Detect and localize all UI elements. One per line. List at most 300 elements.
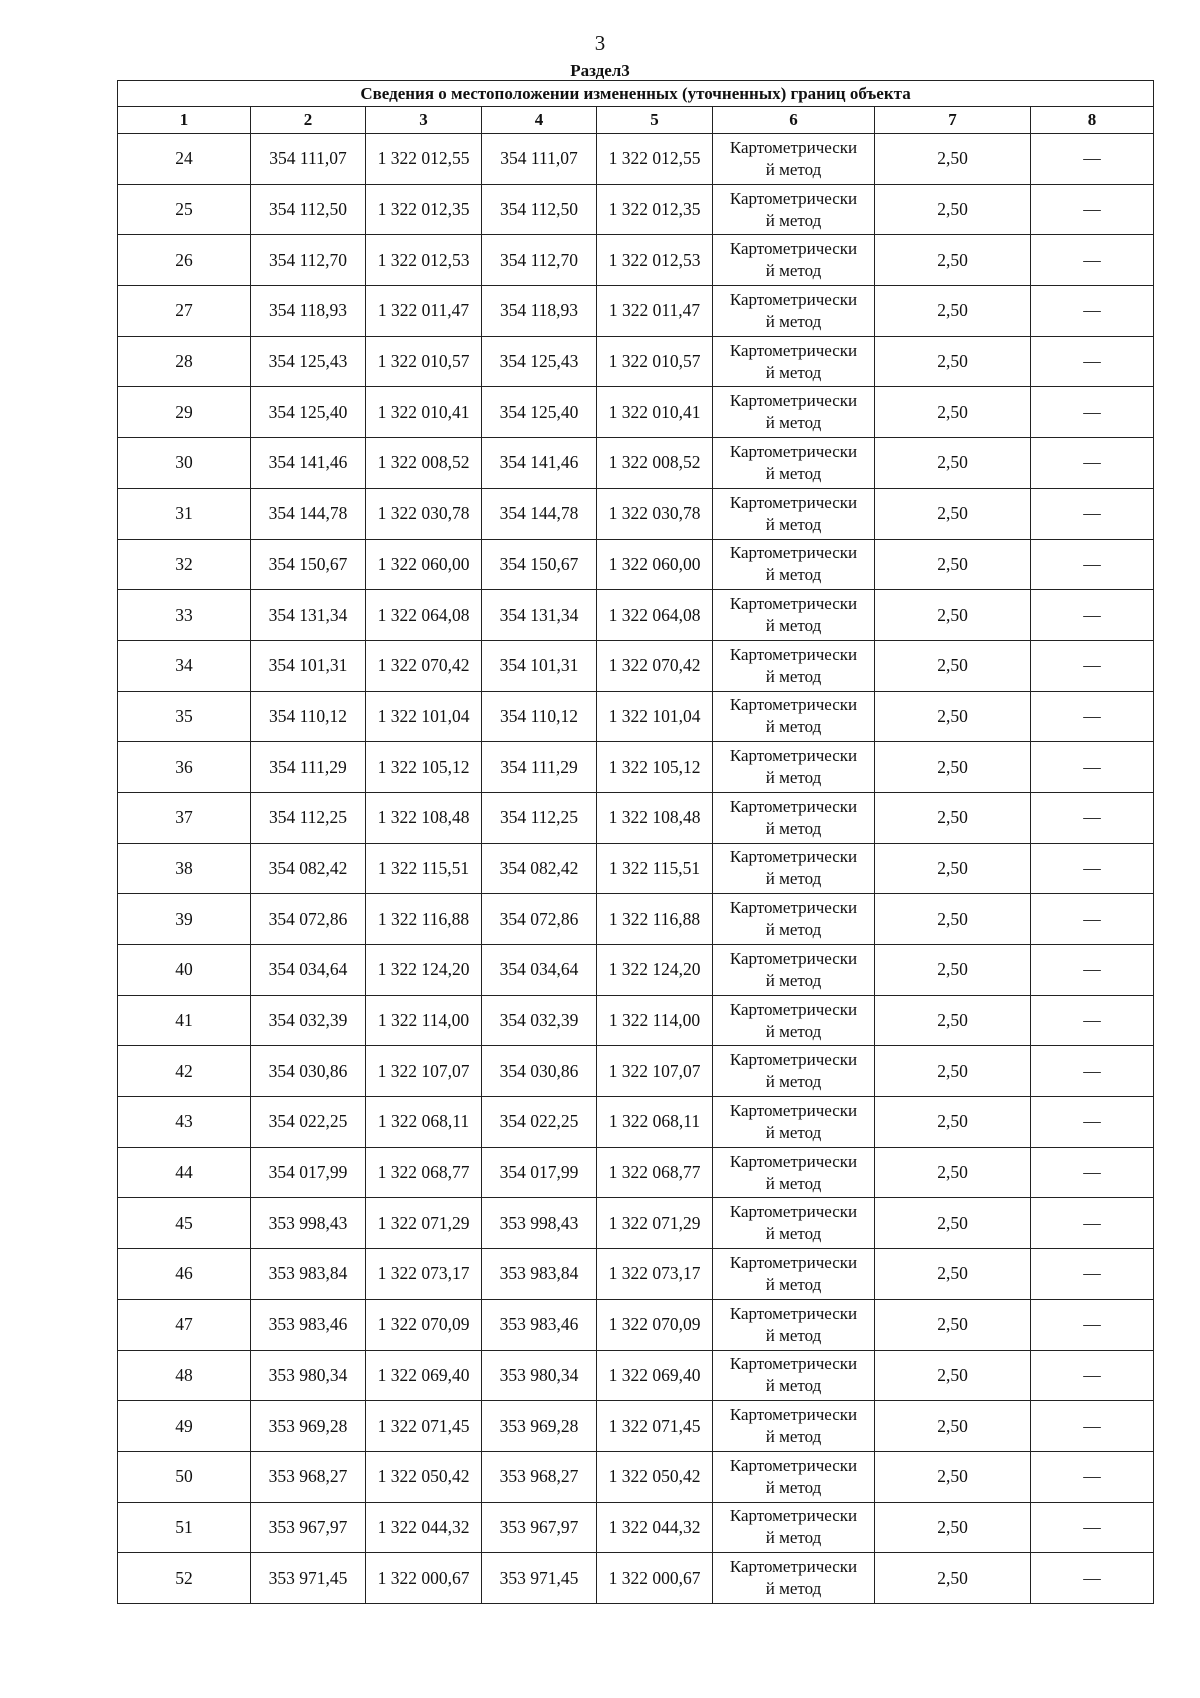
existing-y-cell: 1 322 012,53 bbox=[366, 235, 482, 286]
description-cell: — bbox=[1031, 742, 1154, 793]
table-row bbox=[118, 640, 1154, 691]
new-y-cell: 1 322 060,00 bbox=[597, 539, 713, 590]
existing-x-cell: 354 144,78 bbox=[251, 488, 366, 539]
accuracy-cell: 2,50 bbox=[875, 843, 1031, 894]
accuracy-cell: 2,50 bbox=[875, 1502, 1031, 1553]
method-line-2: й метод bbox=[765, 970, 822, 990]
method-line-1: Картометрически bbox=[729, 1050, 858, 1070]
method-line-2: й метод bbox=[765, 159, 822, 179]
existing-y-cell: 1 322 050,42 bbox=[366, 1451, 482, 1502]
accuracy-cell: 2,50 bbox=[875, 134, 1031, 185]
existing-x-cell: 354 022,25 bbox=[251, 1097, 366, 1148]
existing-y-cell: 1 322 010,41 bbox=[366, 387, 482, 438]
method-cell bbox=[713, 590, 875, 641]
point-number-cell: 43 bbox=[118, 1097, 251, 1148]
method-line-1: Картометрически bbox=[729, 999, 858, 1019]
existing-y-cell: 1 322 030,78 bbox=[366, 488, 482, 539]
new-x-cell: 353 969,28 bbox=[482, 1401, 597, 1452]
existing-x-cell: 354 141,46 bbox=[251, 438, 366, 489]
column-header: 5 bbox=[597, 107, 713, 134]
existing-x-cell: 354 111,29 bbox=[251, 742, 366, 793]
point-number-cell: 27 bbox=[118, 286, 251, 337]
method-cell bbox=[713, 691, 875, 742]
new-y-cell: 1 322 071,29 bbox=[597, 1198, 713, 1249]
method-line-2: й метод bbox=[765, 1427, 822, 1447]
method-cell bbox=[713, 438, 875, 489]
point-number-cell: 25 bbox=[118, 184, 251, 235]
new-x-cell: 354 141,46 bbox=[482, 438, 597, 489]
method-line-1: Картометрически bbox=[729, 1455, 858, 1475]
method-cell bbox=[713, 894, 875, 945]
table-row bbox=[118, 742, 1154, 793]
method-line-2: й метод bbox=[765, 1376, 822, 1396]
description-cell: — bbox=[1031, 1451, 1154, 1502]
table-row bbox=[118, 1147, 1154, 1198]
method-line-1: Картометрически bbox=[729, 1405, 858, 1425]
existing-y-cell: 1 322 012,35 bbox=[366, 184, 482, 235]
point-number-cell: 38 bbox=[118, 843, 251, 894]
method-line-1: Картометрически bbox=[729, 898, 858, 918]
new-y-cell: 1 322 064,08 bbox=[597, 590, 713, 641]
accuracy-cell: 2,50 bbox=[875, 742, 1031, 793]
point-number-cell: 34 bbox=[118, 640, 251, 691]
point-number-cell: 35 bbox=[118, 691, 251, 742]
new-x-cell: 354 125,40 bbox=[482, 387, 597, 438]
table-row bbox=[118, 336, 1154, 387]
new-x-cell: 353 967,97 bbox=[482, 1502, 597, 1553]
point-number-cell: 41 bbox=[118, 995, 251, 1046]
point-number-cell: 24 bbox=[118, 134, 251, 185]
existing-y-cell: 1 322 073,17 bbox=[366, 1249, 482, 1300]
new-x-cell: 354 150,67 bbox=[482, 539, 597, 590]
point-number-cell: 42 bbox=[118, 1046, 251, 1097]
existing-x-cell: 354 030,86 bbox=[251, 1046, 366, 1097]
method-line-1: Картометрически bbox=[729, 239, 858, 259]
existing-x-cell: 353 983,46 bbox=[251, 1299, 366, 1350]
point-number-cell: 28 bbox=[118, 336, 251, 387]
existing-y-cell: 1 322 011,47 bbox=[366, 286, 482, 337]
point-number-cell: 45 bbox=[118, 1198, 251, 1249]
new-y-cell: 1 322 105,12 bbox=[597, 742, 713, 793]
description-cell: — bbox=[1031, 995, 1154, 1046]
point-number-cell: 29 bbox=[118, 387, 251, 438]
new-y-cell: 1 322 069,40 bbox=[597, 1350, 713, 1401]
method-cell bbox=[713, 286, 875, 337]
point-number-cell: 49 bbox=[118, 1401, 251, 1452]
accuracy-cell: 2,50 bbox=[875, 1299, 1031, 1350]
new-y-cell: 1 322 010,41 bbox=[597, 387, 713, 438]
new-x-cell: 354 030,86 bbox=[482, 1046, 597, 1097]
method-line-1: Картометрически bbox=[729, 695, 858, 715]
existing-x-cell: 354 150,67 bbox=[251, 539, 366, 590]
existing-x-cell: 354 032,39 bbox=[251, 995, 366, 1046]
existing-x-cell: 354 112,70 bbox=[251, 235, 366, 286]
method-line-2: й метод bbox=[765, 362, 822, 382]
existing-x-cell: 354 125,43 bbox=[251, 336, 366, 387]
method-line-2: й метод bbox=[765, 1072, 822, 1092]
new-y-cell: 1 322 068,77 bbox=[597, 1147, 713, 1198]
accuracy-cell: 2,50 bbox=[875, 336, 1031, 387]
new-y-cell: 1 322 114,00 bbox=[597, 995, 713, 1046]
table-row bbox=[118, 894, 1154, 945]
table-row bbox=[118, 286, 1154, 337]
method-line-1: Картометрически bbox=[729, 543, 858, 563]
accuracy-cell: 2,50 bbox=[875, 894, 1031, 945]
accuracy-cell: 2,50 bbox=[875, 1249, 1031, 1300]
accuracy-cell: 2,50 bbox=[875, 438, 1031, 489]
method-line-2: й метод bbox=[765, 210, 822, 230]
existing-y-cell: 1 322 105,12 bbox=[366, 742, 482, 793]
new-y-cell: 1 322 010,57 bbox=[597, 336, 713, 387]
new-y-cell: 1 322 011,47 bbox=[597, 286, 713, 337]
accuracy-cell: 2,50 bbox=[875, 1451, 1031, 1502]
method-line-1: Картометрически bbox=[729, 340, 858, 360]
point-number-cell: 48 bbox=[118, 1350, 251, 1401]
column-header-row bbox=[118, 107, 1154, 134]
description-cell: — bbox=[1031, 134, 1154, 185]
description-cell: — bbox=[1031, 235, 1154, 286]
new-x-cell: 354 144,78 bbox=[482, 488, 597, 539]
existing-y-cell: 1 322 010,57 bbox=[366, 336, 482, 387]
new-x-cell: 354 110,12 bbox=[482, 691, 597, 742]
new-x-cell: 354 112,50 bbox=[482, 184, 597, 235]
table-row bbox=[118, 1198, 1154, 1249]
new-x-cell: 354 111,07 bbox=[482, 134, 597, 185]
table-row bbox=[118, 691, 1154, 742]
description-cell: — bbox=[1031, 1401, 1154, 1452]
new-x-cell: 354 112,25 bbox=[482, 792, 597, 843]
new-x-cell: 354 082,42 bbox=[482, 843, 597, 894]
accuracy-cell: 2,50 bbox=[875, 1147, 1031, 1198]
accuracy-cell: 2,50 bbox=[875, 640, 1031, 691]
new-y-cell: 1 322 012,53 bbox=[597, 235, 713, 286]
table-row bbox=[118, 995, 1154, 1046]
method-line-1: Картометрически bbox=[729, 644, 858, 664]
point-number-cell: 46 bbox=[118, 1249, 251, 1300]
table-caption: Сведения о местоположении измененных (уточненных) границ объекта bbox=[118, 81, 1154, 107]
existing-y-cell: 1 322 115,51 bbox=[366, 843, 482, 894]
existing-y-cell: 1 322 068,11 bbox=[366, 1097, 482, 1148]
existing-y-cell: 1 322 071,29 bbox=[366, 1198, 482, 1249]
table-row bbox=[118, 1502, 1154, 1553]
method-cell bbox=[713, 640, 875, 691]
existing-x-cell: 354 082,42 bbox=[251, 843, 366, 894]
point-number-cell: 40 bbox=[118, 945, 251, 996]
description-cell: — bbox=[1031, 336, 1154, 387]
method-cell bbox=[713, 792, 875, 843]
method-line-2: й метод bbox=[765, 1325, 822, 1345]
new-x-cell: 353 968,27 bbox=[482, 1451, 597, 1502]
description-cell: — bbox=[1031, 691, 1154, 742]
method-line-1: Картометрически bbox=[729, 1151, 858, 1171]
column-header: 7 bbox=[875, 107, 1031, 134]
method-line-1: Картометрически bbox=[729, 847, 858, 867]
new-y-cell: 1 322 124,20 bbox=[597, 945, 713, 996]
method-line-1: Картометрически bbox=[729, 594, 858, 614]
existing-x-cell: 353 967,97 bbox=[251, 1502, 366, 1553]
table-row bbox=[118, 235, 1154, 286]
accuracy-cell: 2,50 bbox=[875, 792, 1031, 843]
method-line-2: й метод bbox=[765, 1274, 822, 1294]
table-row bbox=[118, 488, 1154, 539]
table-row bbox=[118, 1350, 1154, 1401]
accuracy-cell: 2,50 bbox=[875, 1097, 1031, 1148]
existing-y-cell: 1 322 116,88 bbox=[366, 894, 482, 945]
accuracy-cell: 2,50 bbox=[875, 184, 1031, 235]
table-row bbox=[118, 1046, 1154, 1097]
new-y-cell: 1 322 108,48 bbox=[597, 792, 713, 843]
description-cell: — bbox=[1031, 387, 1154, 438]
method-cell bbox=[713, 1046, 875, 1097]
existing-y-cell: 1 322 008,52 bbox=[366, 438, 482, 489]
table-row bbox=[118, 1451, 1154, 1502]
point-number-cell: 47 bbox=[118, 1299, 251, 1350]
existing-x-cell: 353 983,84 bbox=[251, 1249, 366, 1300]
new-y-cell: 1 322 068,11 bbox=[597, 1097, 713, 1148]
method-line-2: й метод bbox=[765, 717, 822, 737]
existing-y-cell: 1 322 000,67 bbox=[366, 1553, 482, 1604]
existing-y-cell: 1 322 070,42 bbox=[366, 640, 482, 691]
table-row bbox=[118, 1097, 1154, 1148]
new-y-cell: 1 322 050,42 bbox=[597, 1451, 713, 1502]
new-x-cell: 354 034,64 bbox=[482, 945, 597, 996]
new-x-cell: 354 072,86 bbox=[482, 894, 597, 945]
existing-y-cell: 1 322 108,48 bbox=[366, 792, 482, 843]
method-cell bbox=[713, 184, 875, 235]
description-cell: — bbox=[1031, 1046, 1154, 1097]
method-cell bbox=[713, 336, 875, 387]
accuracy-cell: 2,50 bbox=[875, 590, 1031, 641]
description-cell: — bbox=[1031, 488, 1154, 539]
existing-x-cell: 354 072,86 bbox=[251, 894, 366, 945]
description-cell: — bbox=[1031, 1553, 1154, 1604]
method-line-1: Картометрически bbox=[729, 391, 858, 411]
table-row bbox=[118, 184, 1154, 235]
new-x-cell: 354 112,70 bbox=[482, 235, 597, 286]
method-line-2: й метод bbox=[765, 1224, 822, 1244]
accuracy-cell: 2,50 bbox=[875, 1553, 1031, 1604]
accuracy-cell: 2,50 bbox=[875, 488, 1031, 539]
point-number-cell: 32 bbox=[118, 539, 251, 590]
new-x-cell: 353 980,34 bbox=[482, 1350, 597, 1401]
column-header: 3 bbox=[366, 107, 482, 134]
new-x-cell: 354 125,43 bbox=[482, 336, 597, 387]
method-line-2: й метод bbox=[765, 666, 822, 686]
point-number-cell: 31 bbox=[118, 488, 251, 539]
accuracy-cell: 2,50 bbox=[875, 539, 1031, 590]
existing-y-cell: 1 322 101,04 bbox=[366, 691, 482, 742]
table-row bbox=[118, 387, 1154, 438]
method-line-2: й метод bbox=[765, 311, 822, 331]
point-number-cell: 26 bbox=[118, 235, 251, 286]
point-number-cell: 37 bbox=[118, 792, 251, 843]
existing-x-cell: 354 101,31 bbox=[251, 640, 366, 691]
method-cell bbox=[713, 995, 875, 1046]
method-cell bbox=[713, 1502, 875, 1553]
existing-y-cell: 1 322 114,00 bbox=[366, 995, 482, 1046]
new-y-cell: 1 322 070,09 bbox=[597, 1299, 713, 1350]
method-cell bbox=[713, 387, 875, 438]
description-cell: — bbox=[1031, 843, 1154, 894]
existing-x-cell: 354 125,40 bbox=[251, 387, 366, 438]
existing-y-cell: 1 322 044,32 bbox=[366, 1502, 482, 1553]
point-number-cell: 50 bbox=[118, 1451, 251, 1502]
method-cell bbox=[713, 1198, 875, 1249]
new-y-cell: 1 322 101,04 bbox=[597, 691, 713, 742]
new-y-cell: 1 322 115,51 bbox=[597, 843, 713, 894]
method-line-1: Картометрически bbox=[729, 137, 858, 157]
column-header: 6 bbox=[713, 107, 875, 134]
method-cell bbox=[713, 1147, 875, 1198]
new-x-cell: 354 022,25 bbox=[482, 1097, 597, 1148]
method-line-1: Картометрически bbox=[729, 1303, 858, 1323]
method-cell bbox=[713, 843, 875, 894]
new-x-cell: 354 111,29 bbox=[482, 742, 597, 793]
method-line-1: Картометрически bbox=[729, 948, 858, 968]
new-x-cell: 353 971,45 bbox=[482, 1553, 597, 1604]
new-y-cell: 1 322 008,52 bbox=[597, 438, 713, 489]
new-y-cell: 1 322 070,42 bbox=[597, 640, 713, 691]
table-row bbox=[118, 843, 1154, 894]
description-cell: — bbox=[1031, 1097, 1154, 1148]
method-line-1: Картометрически bbox=[729, 796, 858, 816]
point-number-cell: 30 bbox=[118, 438, 251, 489]
table-row bbox=[118, 539, 1154, 590]
table-row bbox=[118, 1249, 1154, 1300]
existing-y-cell: 1 322 071,45 bbox=[366, 1401, 482, 1452]
method-line-1: Картометрически bbox=[729, 441, 858, 461]
accuracy-cell: 2,50 bbox=[875, 945, 1031, 996]
existing-y-cell: 1 322 069,40 bbox=[366, 1350, 482, 1401]
point-number-cell: 33 bbox=[118, 590, 251, 641]
accuracy-cell: 2,50 bbox=[875, 286, 1031, 337]
method-line-2: й метод bbox=[765, 1579, 822, 1599]
description-cell: — bbox=[1031, 1198, 1154, 1249]
existing-x-cell: 354 034,64 bbox=[251, 945, 366, 996]
method-cell bbox=[713, 539, 875, 590]
method-line-2: й метод bbox=[765, 869, 822, 889]
section-title: Раздел3 bbox=[570, 61, 630, 80]
point-number-cell: 39 bbox=[118, 894, 251, 945]
method-line-2: й метод bbox=[765, 920, 822, 940]
method-cell bbox=[713, 1451, 875, 1502]
method-line-1: Картометрически bbox=[729, 289, 858, 309]
method-cell bbox=[713, 1553, 875, 1604]
new-x-cell: 354 101,31 bbox=[482, 640, 597, 691]
table-row bbox=[118, 1299, 1154, 1350]
method-line-2: й метод bbox=[765, 261, 822, 281]
method-line-2: й метод bbox=[765, 463, 822, 483]
existing-x-cell: 354 131,34 bbox=[251, 590, 366, 641]
column-header: 2 bbox=[251, 107, 366, 134]
new-y-cell: 1 322 030,78 bbox=[597, 488, 713, 539]
method-line-1: Картометрически bbox=[729, 746, 858, 766]
method-cell bbox=[713, 235, 875, 286]
column-header: 1 bbox=[118, 107, 251, 134]
existing-x-cell: 354 118,93 bbox=[251, 286, 366, 337]
method-line-2: й метод bbox=[765, 1173, 822, 1193]
table-row bbox=[118, 945, 1154, 996]
description-cell: — bbox=[1031, 184, 1154, 235]
method-line-2: й метод bbox=[765, 1528, 822, 1548]
method-cell bbox=[713, 1350, 875, 1401]
table-row bbox=[118, 134, 1154, 185]
method-cell bbox=[713, 1249, 875, 1300]
page-number: 3 bbox=[594, 31, 606, 55]
accuracy-cell: 2,50 bbox=[875, 1350, 1031, 1401]
point-number-cell: 52 bbox=[118, 1553, 251, 1604]
accuracy-cell: 2,50 bbox=[875, 1046, 1031, 1097]
new-x-cell: 354 118,93 bbox=[482, 286, 597, 337]
method-line-2: й метод bbox=[765, 768, 822, 788]
method-cell bbox=[713, 1097, 875, 1148]
method-cell bbox=[713, 488, 875, 539]
method-line-1: Картометрически bbox=[729, 1557, 858, 1577]
new-x-cell: 354 017,99 bbox=[482, 1147, 597, 1198]
method-line-2: й метод bbox=[765, 1122, 822, 1142]
method-line-2: й метод bbox=[765, 514, 822, 534]
accuracy-cell: 2,50 bbox=[875, 1198, 1031, 1249]
new-x-cell: 354 131,34 bbox=[482, 590, 597, 641]
existing-y-cell: 1 322 068,77 bbox=[366, 1147, 482, 1198]
column-header: 4 bbox=[482, 107, 597, 134]
method-cell bbox=[713, 1299, 875, 1350]
description-cell: — bbox=[1031, 539, 1154, 590]
method-cell bbox=[713, 134, 875, 185]
description-cell: — bbox=[1031, 1249, 1154, 1300]
existing-y-cell: 1 322 124,20 bbox=[366, 945, 482, 996]
method-line-1: Картометрически bbox=[729, 1202, 858, 1222]
method-line-2: й метод bbox=[765, 565, 822, 585]
description-cell: — bbox=[1031, 1502, 1154, 1553]
accuracy-cell: 2,50 bbox=[875, 1401, 1031, 1452]
new-y-cell: 1 322 107,07 bbox=[597, 1046, 713, 1097]
existing-x-cell: 354 112,50 bbox=[251, 184, 366, 235]
table-body bbox=[118, 134, 1154, 1604]
new-x-cell: 353 998,43 bbox=[482, 1198, 597, 1249]
new-y-cell: 1 322 073,17 bbox=[597, 1249, 713, 1300]
description-cell: — bbox=[1031, 590, 1154, 641]
boundary-table bbox=[117, 80, 1154, 1604]
new-y-cell: 1 322 012,35 bbox=[597, 184, 713, 235]
existing-x-cell: 354 112,25 bbox=[251, 792, 366, 843]
existing-x-cell: 353 980,34 bbox=[251, 1350, 366, 1401]
method-cell bbox=[713, 742, 875, 793]
new-x-cell: 353 983,84 bbox=[482, 1249, 597, 1300]
table-row bbox=[118, 1401, 1154, 1452]
existing-x-cell: 353 998,43 bbox=[251, 1198, 366, 1249]
existing-y-cell: 1 322 064,08 bbox=[366, 590, 482, 641]
method-line-1: Картометрически bbox=[729, 1506, 858, 1526]
method-line-2: й метод bbox=[765, 413, 822, 433]
existing-y-cell: 1 322 012,55 bbox=[366, 134, 482, 185]
new-x-cell: 354 032,39 bbox=[482, 995, 597, 1046]
new-y-cell: 1 322 116,88 bbox=[597, 894, 713, 945]
new-y-cell: 1 322 044,32 bbox=[597, 1502, 713, 1553]
existing-y-cell: 1 322 060,00 bbox=[366, 539, 482, 590]
new-y-cell: 1 322 000,67 bbox=[597, 1553, 713, 1604]
new-x-cell: 353 983,46 bbox=[482, 1299, 597, 1350]
description-cell: — bbox=[1031, 1147, 1154, 1198]
description-cell: — bbox=[1031, 640, 1154, 691]
existing-x-cell: 353 971,45 bbox=[251, 1553, 366, 1604]
table-row bbox=[118, 438, 1154, 489]
point-number-cell: 51 bbox=[118, 1502, 251, 1553]
point-number-cell: 36 bbox=[118, 742, 251, 793]
accuracy-cell: 2,50 bbox=[875, 387, 1031, 438]
method-line-1: Картометрически bbox=[729, 1354, 858, 1374]
existing-y-cell: 1 322 070,09 bbox=[366, 1299, 482, 1350]
